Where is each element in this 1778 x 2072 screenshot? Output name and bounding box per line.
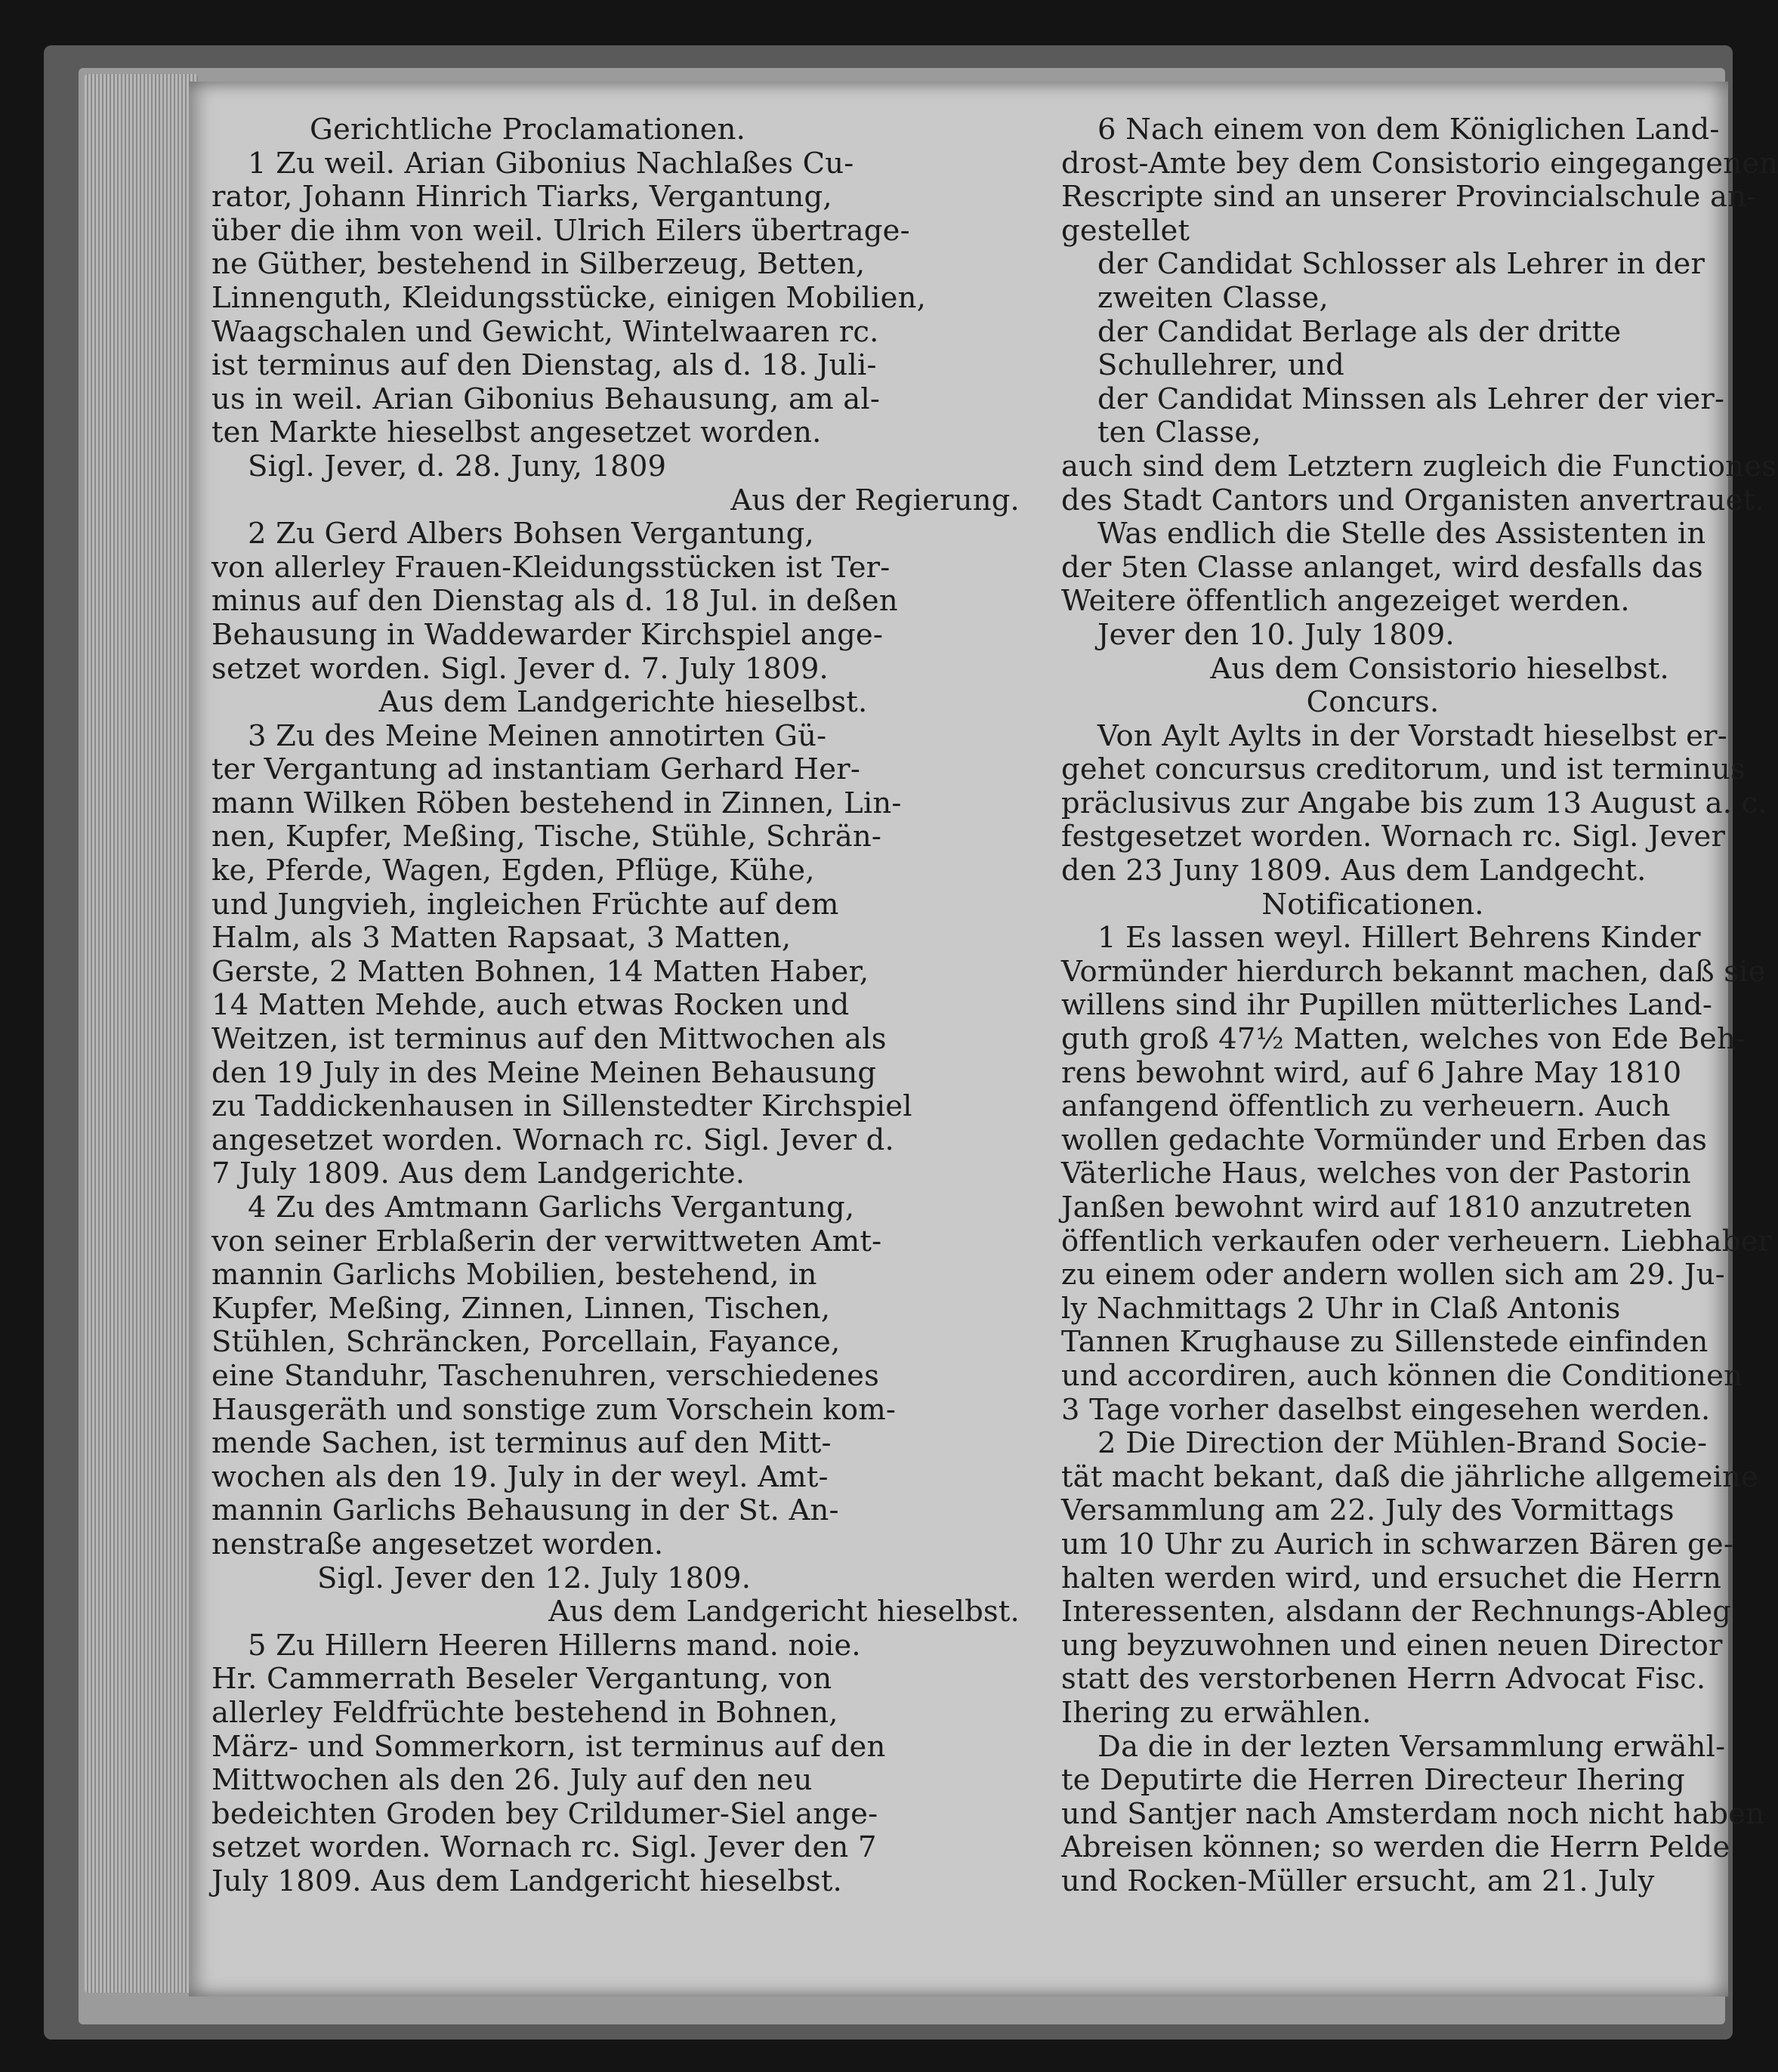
text-line: Concurs.: [1306, 685, 1440, 720]
text-line: der 5ten Classe anlanget, wird desfalls das: [1061, 550, 1703, 585]
text-line: minus auf den Dienstag als d. 18 Jul. in deßen: [211, 584, 898, 619]
text-line: März- und Sommerkorn, ist terminus auf den: [211, 1729, 886, 1764]
text-line: gehet concursus creditorum, und ist terminus: [1061, 752, 1746, 787]
text-line: ly Nachmittags 2 Uhr in Claß Antonis: [1061, 1291, 1621, 1326]
text-line: Tannen Krughause zu Sillenstede einfinden: [1061, 1325, 1709, 1360]
text-line: des Stadt Cantors und Organisten anvertrauet.: [1061, 483, 1764, 517]
text-line: Väterliche Haus, welches von der Pastorin: [1061, 1156, 1691, 1191]
text-line: anfangend öffentlich zu verheuern. Auch: [1061, 1089, 1671, 1124]
text-line: mannin Garlichs Behausung in der St. An-: [211, 1493, 839, 1528]
text-line: Mittwochen als den 26. July auf den neu: [211, 1763, 813, 1798]
text-line: Sigl. Jever den 12. July 1809.: [317, 1561, 752, 1595]
text-line: Aus dem Consistorio hieselbst.: [1210, 651, 1669, 686]
text-line: rens bewohnt wird, auf 6 Jahre May 1810: [1061, 1055, 1682, 1090]
text-line: setzet worden. Sigl. Jever d. 7. July 1809.: [211, 651, 829, 686]
text-line: Stühlen, Schräncken, Porcellain, Fayance,: [211, 1325, 841, 1360]
text-line: von allerley Frauen-Kleidungsstücken ist Ter-: [211, 550, 891, 585]
text-line: 1 Es lassen weyl. Hillert Behrens Kinder: [1097, 921, 1701, 956]
text-line: und Santjer nach Amsterdam noch nicht haben: [1061, 1796, 1765, 1831]
page-edges: [85, 74, 198, 1993]
text-line: wollen gedachte Vormünder und Erben das: [1061, 1122, 1708, 1157]
text-line: präclusivus zur Angabe bis zum 13 August a. c.: [1061, 786, 1767, 820]
text-line: 7 July 1809. Aus dem Landgerichte.: [211, 1156, 745, 1191]
text-line: bedeichten Groden bey Crildumer-Siel ange-: [211, 1796, 878, 1831]
text-line: guth groß 47½ Matten, welches von Ede Beh-: [1061, 1022, 1746, 1057]
text-line: ke, Pferde, Wagen, Egden, Pflüge, Kühe,: [211, 854, 815, 888]
right-column: [1061, 113, 1778, 1898]
text-line: angesetzet worden. Wornach rc. Sigl. Jever d.: [211, 1122, 894, 1157]
text-line: Kupfer, Meßing, Zinnen, Linnen, Tischen,: [211, 1291, 831, 1326]
text-line: Linnenguth, Kleidungsstücke, einigen Mobilien,: [211, 280, 927, 315]
text-line: und accordiren, auch können die Conditionen: [1061, 1358, 1743, 1393]
text-line: Versammlung am 22. July des Vormittags: [1061, 1493, 1675, 1528]
text-line: Janßen bewohnt wird auf 1810 anzutreten: [1061, 1190, 1692, 1224]
text-line: öffentlich verkaufen oder verheuern. Liebhaber: [1061, 1224, 1773, 1258]
text-line: Ihering zu erwählen.: [1061, 1695, 1372, 1730]
text-line: Notificationen.: [1261, 887, 1484, 922]
text-line: zweiten Classe,: [1097, 280, 1329, 315]
text-line: festgesetzet worden. Wornach rc. Sigl. Jever: [1061, 820, 1726, 854]
text-line: te Deputirte die Herren Directeur Ihering: [1061, 1763, 1686, 1798]
text-line: und Rocken-Müller ersucht, am 21. July: [1061, 1864, 1655, 1898]
text-line: mende Sachen, ist terminus auf den Mitt-: [211, 1426, 832, 1461]
text-line: den 19 July in des Meine Meinen Behausung: [211, 1055, 877, 1090]
text-line: allerley Feldfrüchte bestehend in Bohnen,: [211, 1695, 838, 1730]
text-line: Da die in der lezten Versammlung erwähl-: [1097, 1729, 1726, 1764]
text-line: Weitere öffentlich angezeiget werden.: [1061, 584, 1630, 619]
text-line: Schullehrer, und: [1097, 348, 1345, 383]
text-line: drost-Amte bey dem Consistorio eingegangenen: [1061, 146, 1778, 181]
text-line: 6 Nach einem von dem Königlichen Land-: [1097, 113, 1720, 147]
text-line: ter Vergantung ad instantiam Gerhard Her-: [211, 752, 861, 787]
text-line: halten werden wird, und ersuchet die Herrn: [1061, 1561, 1722, 1595]
text-line: tät macht bekant, daß die jährliche allgemeine: [1061, 1459, 1759, 1494]
text-line: Was endlich die Stelle des Assistenten in: [1097, 517, 1706, 551]
text-line: und Jungvieh, ingleichen Früchte auf dem: [211, 887, 839, 922]
text-line: der Candidat Minssen als Lehrer der vier-: [1097, 381, 1725, 416]
text-line: Vormünder hierdurch bekannt machen, daß sie: [1061, 954, 1766, 989]
text-line: Hr. Cammerrath Beseler Vergantung, von: [211, 1662, 832, 1697]
text-line: 2 Die Direction der Mühlen-Brand Socie-: [1097, 1426, 1708, 1461]
text-line: July 1809. Aus dem Landgericht hieselbst.: [211, 1864, 842, 1898]
text-line: ten Classe,: [1097, 415, 1261, 450]
text-line: wochen als den 19. July in der weyl. Amt-: [211, 1459, 829, 1494]
text-line: 5 Zu Hillern Heeren Hillerns mand. noie.: [248, 1628, 861, 1663]
text-line: eine Standuhr, Taschenuhren, verschiedenes: [211, 1358, 880, 1393]
text-line: Gerichtliche Proclamationen.: [310, 113, 746, 147]
text-line: ne Güther, bestehend in Silberzeug, Betten,: [211, 247, 866, 282]
text-line: nen, Kupfer, Meßing, Tische, Stühle, Schrän-: [211, 820, 882, 854]
text-line: Aus dem Landgericht hieselbst.: [548, 1595, 1020, 1629]
text-line: 3 Tage vorher daselbst eingesehen werden.: [1061, 1392, 1711, 1427]
text-line: um 10 Uhr zu Aurich in schwarzen Bären ge-: [1061, 1527, 1734, 1561]
text-line: 4 Zu des Amtmann Garlichs Vergantung,: [248, 1190, 855, 1224]
text-line: mannin Garlichs Mobilien, bestehend, in: [211, 1258, 817, 1292]
text-line: ung beyzuwohnen und einen neuen Director: [1061, 1628, 1723, 1663]
text-line: Aus der Regierung.: [730, 483, 1020, 517]
text-line: 3 Zu des Meine Meinen annotirten Gü-: [248, 718, 827, 753]
text-line: Abreisen können; so werden die Herrn Pelde: [1061, 1830, 1730, 1865]
text-line: ten Markte hieselbst angesetzet worden.: [211, 415, 822, 450]
text-line: rator, Johann Hinrich Tiarks, Vergantung,: [211, 180, 832, 215]
text-line: Von Aylt Aylts in der Vorstadt hieselbst er-: [1097, 718, 1727, 753]
text-line: zu einem oder andern wollen sich am 29. Ju-: [1061, 1258, 1725, 1292]
text-line: Sigl. Jever, d. 28. Juny, 1809: [248, 449, 667, 483]
text-line: von seiner Erblaßerin der verwittweten Amt-: [211, 1224, 882, 1258]
text-line: auch sind dem Letztern zugleich die Functiones: [1061, 449, 1777, 483]
text-line: Interessenten, alsdann der Rechnungs-Ableg: [1061, 1595, 1732, 1629]
text-line: Waagschalen und Gewicht, Wintelwaaren rc.: [211, 314, 879, 349]
text-line: Behausung in Waddewarder Kirchspiel ange-: [211, 617, 884, 652]
text-line: Halm, als 3 Matten Rapsaat, 3 Matten,: [211, 921, 792, 956]
text-line: Hausgeräth und sonstige zum Vorschein kom-: [211, 1392, 897, 1427]
text-line: gestellet: [1061, 213, 1190, 248]
text-line: Rescripte sind an unserer Provincialschule an-: [1061, 180, 1757, 215]
text-line: den 23 Juny 1809. Aus dem Landgecht.: [1061, 854, 1647, 888]
text-line: 2 Zu Gerd Albers Bohsen Vergantung,: [248, 517, 814, 551]
text-line: us in weil. Arian Gibonius Behausung, am al-: [211, 381, 881, 416]
text-line: Weitzen, ist terminus auf den Mittwochen als: [211, 1022, 887, 1057]
text-line: mann Wilken Röben bestehend in Zinnen, Lin-: [211, 786, 902, 820]
text-line: 1 Zu weil. Arian Gibonius Nachlaßes Cu-: [248, 146, 854, 181]
text-line: zu Taddickenhausen in Sillenstedter Kirchspiel: [211, 1089, 912, 1124]
text-line: der Candidat Schlosser als Lehrer in der: [1097, 247, 1705, 282]
left-column: [211, 113, 1035, 1898]
text-line: der Candidat Berlage als der dritte: [1097, 314, 1622, 349]
text-line: nenstraße angesetzet worden.: [211, 1527, 664, 1561]
text-line: 14 Matten Mehde, auch etwas Rocken und: [211, 988, 850, 1023]
text-line: Jever den 10. July 1809.: [1097, 617, 1455, 652]
text-line: Aus dem Landgerichte hieselbst.: [378, 685, 868, 720]
text-line: über die ihm von weil. Ulrich Eilers übertrage-: [211, 213, 910, 248]
text-line: willens sind ihr Pupillen mütterliches Land-: [1061, 988, 1713, 1023]
text-line: setzet worden. Wornach rc. Sigl. Jever den 7: [211, 1830, 877, 1865]
text-line: Gerste, 2 Matten Bohnen, 14 Matten Haber,: [211, 954, 869, 989]
text-line: statt des verstorbenen Herrn Advocat Fisc.: [1061, 1662, 1706, 1697]
text-line: ist terminus auf den Dienstag, als d. 18. Juli-: [211, 348, 877, 383]
